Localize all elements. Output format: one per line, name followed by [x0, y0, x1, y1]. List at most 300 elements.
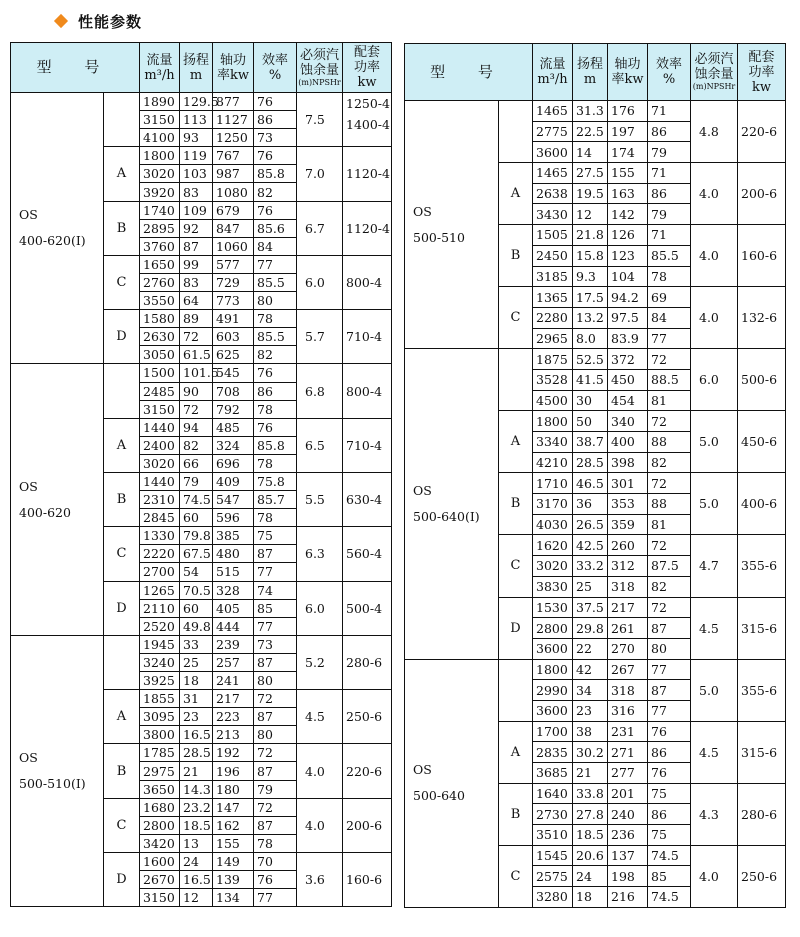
motor-power-value: 1250-4 — [346, 96, 390, 111]
motor-power-value: 710-4 — [346, 437, 383, 453]
shaft-power-cell: 271 — [608, 742, 648, 763]
motor-power-value: 1120-4 — [346, 220, 390, 236]
efficiency-cell: 87 — [254, 816, 297, 834]
motor-power-value: 1400-4 — [346, 117, 390, 132]
flow-cell: 3600 — [533, 638, 573, 659]
shaft-power-cell: 400 — [608, 432, 648, 453]
motor-power-cell — [738, 597, 786, 659]
efficiency-cell: 87.5 — [648, 556, 691, 577]
npsh-cell: 7.0 — [297, 147, 343, 201]
motor-power-cell — [343, 527, 392, 581]
head-cell: 27.8 — [573, 804, 608, 825]
motor-power-value: 630-4 — [346, 492, 383, 508]
header-head-line: 扬程 — [576, 57, 603, 72]
model-name-line: 500-510 — [413, 229, 465, 245]
table-row — [11, 93, 392, 111]
flow-cell: 1650 — [140, 255, 180, 273]
efficiency-cell: 84 — [254, 237, 297, 255]
head-cell: 42.5 — [573, 535, 608, 556]
model-name-cell — [11, 635, 104, 906]
npsh-cell: 4.0 — [297, 798, 343, 852]
motor-power-value: 315-6 — [741, 744, 778, 760]
head-cell: 18 — [573, 887, 608, 908]
efficiency-cell: 87 — [254, 653, 297, 671]
motor-power-cell — [343, 418, 392, 472]
variant-cell: A — [499, 163, 533, 225]
header-motor-line: kw — [357, 75, 377, 90]
header-npsh-line: 蚀余量 — [694, 67, 734, 82]
head-cell: 8.0 — [573, 328, 608, 349]
efficiency-cell: 72 — [254, 798, 297, 816]
motor-power-cell — [738, 101, 786, 163]
model-name-line: 500-510(I) — [19, 776, 86, 792]
shaft-power-cell: 480 — [213, 545, 254, 563]
motor-power-cell — [343, 364, 392, 418]
header-npsh-line: (m)NPSHr — [692, 82, 736, 91]
header-model: 型 号 — [405, 44, 533, 101]
shaft-power-cell: 197 — [608, 121, 648, 142]
shaft-power-cell: 267 — [608, 659, 648, 680]
model-name-line: OS — [19, 750, 38, 766]
shaft-power-cell: 149 — [213, 852, 254, 870]
efficiency-cell: 78 — [648, 266, 691, 287]
flow-cell: 3430 — [533, 204, 573, 225]
efficiency-cell: 72 — [648, 411, 691, 432]
flow-cell: 2895 — [140, 219, 180, 237]
head-cell: 27.5 — [573, 163, 608, 184]
flow-cell: 1800 — [533, 411, 573, 432]
efficiency-cell: 76 — [254, 147, 297, 165]
efficiency-cell: 76 — [648, 763, 691, 784]
shaft-power-cell: 398 — [608, 452, 648, 473]
variant-cell: C — [499, 535, 533, 597]
flow-cell: 1545 — [533, 845, 573, 866]
model-name-cell — [405, 349, 499, 659]
efficiency-cell: 82 — [648, 452, 691, 473]
npsh-cell: 5.7 — [297, 310, 343, 364]
performance-table-right — [404, 43, 786, 908]
shaft-power-cell: 147 — [213, 798, 254, 816]
table-header-row — [405, 44, 786, 101]
head-cell: 13 — [180, 834, 213, 852]
flow-cell: 3050 — [140, 346, 180, 364]
header-npsh-line: 必须汽 — [299, 47, 339, 63]
flow-cell: 3550 — [140, 292, 180, 310]
flow-cell: 4100 — [140, 129, 180, 147]
motor-power-cell — [343, 635, 392, 689]
header-head — [180, 43, 213, 93]
efficiency-cell: 86 — [254, 111, 297, 129]
flow-cell: 4500 — [533, 390, 573, 411]
flow-cell: 2485 — [140, 382, 180, 400]
motor-power-value: 160-6 — [346, 872, 383, 888]
head-cell: 129.5 — [180, 93, 213, 111]
head-cell: 22 — [573, 638, 608, 659]
shaft-power-cell: 1080 — [213, 183, 254, 201]
performance-table-left — [10, 42, 392, 907]
flow-cell: 1365 — [533, 287, 573, 308]
shaft-power-cell: 316 — [608, 700, 648, 721]
head-cell: 20.6 — [573, 845, 608, 866]
shaft-power-cell: 372 — [608, 349, 648, 370]
head-cell: 21.8 — [573, 225, 608, 246]
head-cell: 14.3 — [180, 780, 213, 798]
efficiency-cell: 76 — [254, 871, 297, 889]
shaft-power-cell: 94.2 — [608, 287, 648, 308]
motor-power-value: 800-4 — [346, 274, 383, 290]
flow-cell: 3920 — [140, 183, 180, 201]
efficiency-cell: 77 — [254, 255, 297, 273]
flow-cell: 2310 — [140, 491, 180, 509]
motor-power-value: 220-6 — [741, 124, 778, 140]
shaft-power-cell: 409 — [213, 472, 254, 490]
head-cell: 61.5 — [180, 346, 213, 364]
efficiency-cell: 79 — [648, 142, 691, 163]
shaft-power-cell: 198 — [608, 866, 648, 887]
flow-cell: 3830 — [533, 576, 573, 597]
table-row — [11, 364, 392, 382]
motor-power-cell — [343, 472, 392, 526]
header-shaft-power-line: 率kw — [216, 67, 249, 83]
efficiency-cell: 76 — [254, 418, 297, 436]
header-npsh-line: (m)NPSHr — [298, 77, 341, 87]
head-cell: 18.5 — [180, 816, 213, 834]
head-cell: 46.5 — [573, 473, 608, 494]
head-cell: 15.8 — [573, 245, 608, 266]
head-cell: 94 — [180, 418, 213, 436]
motor-power-cell — [343, 852, 392, 906]
header-npsh-line: 必须汽 — [694, 52, 734, 67]
head-cell: 31.3 — [573, 101, 608, 122]
shaft-power-cell: 405 — [213, 599, 254, 617]
header-efficiency-line: % — [268, 67, 282, 83]
variant-cell — [499, 101, 533, 163]
variant-cell: D — [104, 852, 140, 906]
motor-power-cell — [738, 721, 786, 783]
head-cell: 25 — [180, 653, 213, 671]
variant-cell: A — [104, 147, 140, 201]
header-motor-line: 功率 — [353, 60, 380, 75]
head-cell: 38.7 — [573, 432, 608, 453]
efficiency-cell: 72 — [648, 535, 691, 556]
flow-cell: 2630 — [140, 328, 180, 346]
shaft-power-cell: 1060 — [213, 237, 254, 255]
head-cell: 99 — [180, 255, 213, 273]
motor-power-cell — [738, 473, 786, 535]
efficiency-cell: 88.5 — [648, 369, 691, 390]
variant-cell: C — [104, 527, 140, 581]
head-cell: 23.2 — [180, 798, 213, 816]
motor-power-cell — [738, 535, 786, 597]
flow-cell: 2800 — [533, 618, 573, 639]
flow-cell: 1600 — [140, 852, 180, 870]
efficiency-cell: 73 — [254, 129, 297, 147]
head-cell: 23 — [573, 700, 608, 721]
npsh-cell: 4.3 — [691, 783, 738, 845]
head-cell: 37.5 — [573, 597, 608, 618]
shaft-power-cell: 792 — [213, 400, 254, 418]
shaft-power-cell: 270 — [608, 638, 648, 659]
variant-cell: D — [104, 581, 140, 635]
motor-power-value: 560-4 — [346, 546, 383, 562]
npsh-cell: 4.0 — [691, 287, 738, 349]
efficiency-cell: 86 — [648, 742, 691, 763]
header-motor-line: 功率 — [748, 64, 775, 80]
shaft-power-cell: 577 — [213, 255, 254, 273]
efficiency-cell: 76 — [254, 364, 297, 382]
shaft-power-cell: 277 — [608, 763, 648, 784]
shaft-power-cell: 261 — [608, 618, 648, 639]
shaft-power-cell: 625 — [213, 346, 254, 364]
motor-power-value: 160-6 — [741, 248, 778, 264]
head-cell: 93 — [180, 129, 213, 147]
shaft-power-cell: 877 — [213, 93, 254, 111]
flow-cell: 1700 — [533, 721, 573, 742]
efficiency-cell: 78 — [254, 509, 297, 527]
flow-cell: 2990 — [533, 680, 573, 701]
flow-cell: 1265 — [140, 581, 180, 599]
flow-cell: 3760 — [140, 237, 180, 255]
motor-power-value: 800-4 — [346, 383, 383, 399]
efficiency-cell: 77 — [254, 563, 297, 581]
shaft-power-cell: 324 — [213, 436, 254, 454]
shaft-power-cell: 708 — [213, 382, 254, 400]
shaft-power-cell: 163 — [608, 183, 648, 204]
efficiency-cell: 72 — [254, 690, 297, 708]
flow-cell: 1945 — [140, 635, 180, 653]
shaft-power-cell: 767 — [213, 147, 254, 165]
efficiency-cell: 86 — [648, 183, 691, 204]
head-cell: 83 — [180, 273, 213, 291]
flow-cell: 2775 — [533, 121, 573, 142]
efficiency-cell: 72 — [648, 597, 691, 618]
shaft-power-cell: 679 — [213, 201, 254, 219]
flow-cell: 1875 — [533, 349, 573, 370]
npsh-cell: 6.0 — [297, 581, 343, 635]
header-npsh-line: 蚀余量 — [299, 62, 339, 78]
shaft-power-cell: 213 — [213, 726, 254, 744]
flow-cell: 2220 — [140, 545, 180, 563]
head-cell: 119 — [180, 147, 213, 165]
header-flow-line: m³/h — [144, 67, 175, 83]
variant-cell: D — [104, 310, 140, 364]
shaft-power-cell: 454 — [608, 390, 648, 411]
efficiency-cell: 77 — [648, 328, 691, 349]
efficiency-cell: 74 — [254, 581, 297, 599]
npsh-cell: 5.0 — [691, 473, 738, 535]
shaft-power-cell: 97.5 — [608, 307, 648, 328]
header-head-line: m — [189, 67, 203, 83]
npsh-cell: 4.5 — [691, 597, 738, 659]
shaft-power-cell: 196 — [213, 762, 254, 780]
shaft-power-cell: 491 — [213, 310, 254, 328]
motor-power-value: 1120-4 — [346, 166, 390, 182]
head-cell: 14 — [573, 142, 608, 163]
header-model: 型 号 — [11, 43, 140, 93]
shaft-power-cell: 201 — [608, 783, 648, 804]
shaft-power-cell: 328 — [213, 581, 254, 599]
head-cell: 52.5 — [573, 349, 608, 370]
flow-cell: 2638 — [533, 183, 573, 204]
npsh-cell: 6.0 — [691, 349, 738, 411]
shaft-power-cell: 987 — [213, 165, 254, 183]
efficiency-cell: 85 — [648, 866, 691, 887]
efficiency-cell: 87 — [254, 708, 297, 726]
section-title — [56, 9, 142, 33]
flow-cell: 2520 — [140, 617, 180, 635]
npsh-cell: 6.7 — [297, 201, 343, 255]
efficiency-cell: 70 — [254, 852, 297, 870]
motor-power-cell — [343, 93, 392, 147]
shaft-power-cell: 318 — [608, 576, 648, 597]
shaft-power-cell: 318 — [608, 680, 648, 701]
flow-cell: 3170 — [533, 494, 573, 515]
variant-cell: A — [104, 418, 140, 472]
head-cell: 92 — [180, 219, 213, 237]
npsh-cell: 4.0 — [691, 163, 738, 225]
header-efficiency-line: 效率 — [655, 57, 682, 72]
motor-power-cell — [343, 255, 392, 309]
variant-cell — [104, 364, 140, 418]
motor-power-cell — [343, 690, 392, 744]
head-cell: 24 — [180, 852, 213, 870]
table-header-row — [11, 43, 392, 93]
head-cell: 22.5 — [573, 121, 608, 142]
header-efficiency-line: 效率 — [261, 52, 288, 68]
flow-cell: 2450 — [533, 245, 573, 266]
diamond-bullet-icon — [54, 14, 68, 28]
npsh-cell: 6.0 — [297, 255, 343, 309]
npsh-cell: 6.3 — [297, 527, 343, 581]
head-cell: 30 — [573, 390, 608, 411]
flow-cell: 3020 — [140, 165, 180, 183]
shaft-power-cell: 139 — [213, 871, 254, 889]
section-title-text: 性能参数 — [78, 12, 143, 31]
efficiency-cell: 85.5 — [648, 245, 691, 266]
npsh-cell: 4.7 — [691, 535, 738, 597]
head-cell: 16.5 — [180, 726, 213, 744]
flow-cell: 3600 — [533, 700, 573, 721]
efficiency-cell: 75.8 — [254, 472, 297, 490]
npsh-cell: 6.5 — [297, 418, 343, 472]
efficiency-cell: 85 — [254, 599, 297, 617]
flow-cell: 1465 — [533, 163, 573, 184]
head-cell: 79.8 — [180, 527, 213, 545]
flow-cell: 3020 — [140, 454, 180, 472]
head-cell: 87 — [180, 237, 213, 255]
motor-power-value: 220-6 — [346, 763, 383, 779]
shaft-power-cell: 236 — [608, 825, 648, 846]
flow-cell: 1640 — [533, 783, 573, 804]
head-cell: 29.8 — [573, 618, 608, 639]
model-name-line: OS — [413, 203, 432, 219]
head-cell: 54 — [180, 563, 213, 581]
flow-cell: 3420 — [140, 834, 180, 852]
efficiency-cell: 85.6 — [254, 219, 297, 237]
motor-power-value: 450-6 — [741, 434, 778, 450]
flow-cell: 3510 — [533, 825, 573, 846]
shaft-power-cell: 545 — [213, 364, 254, 382]
variant-cell: B — [499, 783, 533, 845]
motor-power-value: 200-6 — [346, 817, 383, 833]
motor-power-cell — [738, 659, 786, 721]
efficiency-cell: 85.7 — [254, 491, 297, 509]
head-cell: 16.5 — [180, 871, 213, 889]
shaft-power-cell: 180 — [213, 780, 254, 798]
flow-cell: 1680 — [140, 798, 180, 816]
header-head-line: 扬程 — [182, 52, 209, 68]
header-efficiency — [648, 44, 691, 101]
variant-cell: B — [104, 201, 140, 255]
header-flow — [533, 44, 573, 101]
efficiency-cell: 81 — [648, 390, 691, 411]
shaft-power-cell: 450 — [608, 369, 648, 390]
shaft-power-cell: 773 — [213, 292, 254, 310]
flow-cell: 2975 — [140, 762, 180, 780]
variant-cell: C — [499, 845, 533, 907]
header-shaft-power-line: 轴功 — [614, 57, 641, 72]
shaft-power-cell: 137 — [608, 845, 648, 866]
head-cell: 64 — [180, 292, 213, 310]
motor-power-value: 315-6 — [741, 620, 778, 636]
variant-cell: C — [499, 287, 533, 349]
head-cell: 60 — [180, 509, 213, 527]
shaft-power-cell: 216 — [608, 887, 648, 908]
header-motor-line: 配套 — [748, 49, 775, 65]
head-cell: 17.5 — [573, 287, 608, 308]
head-cell: 50 — [573, 411, 608, 432]
efficiency-cell: 87 — [648, 618, 691, 639]
head-cell: 67.5 — [180, 545, 213, 563]
motor-power-value: 280-6 — [741, 806, 778, 822]
efficiency-cell: 72 — [648, 349, 691, 370]
flow-cell: 3925 — [140, 672, 180, 690]
npsh-cell: 4.8 — [691, 101, 738, 163]
shaft-power-cell: 240 — [608, 804, 648, 825]
flow-cell: 2670 — [140, 871, 180, 889]
head-cell: 42 — [573, 659, 608, 680]
motor-power-cell — [343, 581, 392, 635]
motor-power-value: 500-6 — [741, 372, 778, 388]
header-efficiency — [254, 43, 297, 93]
shaft-power-cell: 312 — [608, 556, 648, 577]
shaft-power-cell: 596 — [213, 509, 254, 527]
head-cell: 90 — [180, 382, 213, 400]
npsh-cell: 4.0 — [297, 744, 343, 798]
efficiency-cell: 78 — [254, 834, 297, 852]
flow-cell: 3528 — [533, 369, 573, 390]
efficiency-cell: 87 — [648, 680, 691, 701]
head-cell: 101.5 — [180, 364, 213, 382]
header-shaft-power — [608, 44, 648, 101]
motor-power-cell — [738, 287, 786, 349]
flow-cell: 1785 — [140, 744, 180, 762]
shaft-power-cell: 260 — [608, 535, 648, 556]
efficiency-cell: 86 — [648, 121, 691, 142]
motor-power-value: 355-6 — [741, 558, 778, 574]
npsh-cell: 5.5 — [297, 472, 343, 526]
variant-cell: B — [499, 225, 533, 287]
header-flow-line: 流量 — [539, 57, 566, 72]
flow-cell: 3020 — [533, 556, 573, 577]
header-flow-line: m³/h — [537, 72, 568, 87]
efficiency-cell: 72 — [648, 473, 691, 494]
flow-cell: 3095 — [140, 708, 180, 726]
efficiency-cell: 87 — [254, 545, 297, 563]
shaft-power-cell: 603 — [213, 328, 254, 346]
head-cell: 28.5 — [573, 452, 608, 473]
shaft-power-cell: 176 — [608, 101, 648, 122]
